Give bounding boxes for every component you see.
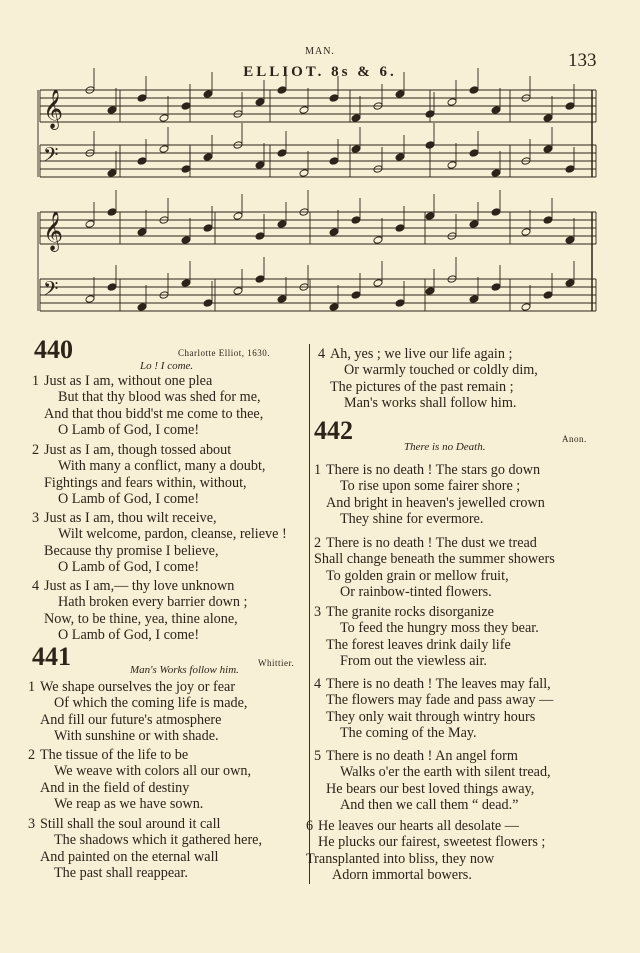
verse-line: But that thy blood was shed for me, xyxy=(58,389,261,406)
verse-line: Wilt welcome, pardon, cleanse, relieve ! xyxy=(58,526,287,543)
note-head xyxy=(329,228,339,237)
note-head xyxy=(233,212,243,221)
note-head xyxy=(299,169,309,178)
verse-line: O Lamb of God, I come! xyxy=(58,558,200,575)
verse-text: We shape ourselves the joy or fear xyxy=(40,679,236,695)
hymn-442-verse-4 xyxy=(314,676,553,741)
note-head xyxy=(137,228,147,237)
verse-line xyxy=(314,462,545,478)
note-head xyxy=(373,279,383,288)
verse-text: Still shall the soul around it call xyxy=(40,816,221,832)
verse-line: The coming of the May. xyxy=(340,724,477,741)
verse-line: O Lamb of God, I come! xyxy=(58,490,200,507)
note-head xyxy=(565,165,575,174)
verse-number: 1 xyxy=(32,373,40,389)
verse-text: Just as I am,— thy love unknown xyxy=(44,578,235,594)
note-head xyxy=(351,291,361,300)
verse-line: He bears our best loved things away, xyxy=(326,780,535,797)
hymn-441-verse-3 xyxy=(28,816,262,881)
verse-line: And then we call them “ dead.” xyxy=(340,796,519,813)
note-head xyxy=(203,224,213,233)
verse-number: 6 xyxy=(306,818,314,834)
column-divider xyxy=(309,344,310,884)
verse-text: The granite rocks disorganize xyxy=(326,604,494,620)
note-head xyxy=(299,106,309,115)
verse-text: He leaves our hearts all desolate — xyxy=(318,818,519,834)
note-head xyxy=(447,98,457,107)
note-head xyxy=(351,114,361,123)
verse-line: The pictures of the past remain ; xyxy=(330,378,514,395)
verse-line: They shine for evermore. xyxy=(340,510,484,527)
verse-line: With many a conflict, many a doubt, xyxy=(58,458,266,475)
note-head xyxy=(521,303,531,312)
verse-line xyxy=(32,510,287,526)
note-head xyxy=(181,165,191,174)
note-head xyxy=(203,153,213,162)
hymn-author-440: Charlotte Elliot, 1630. xyxy=(178,348,270,358)
hymn-442-verse-3 xyxy=(314,604,539,669)
verse-line: To feed the hungry moss they bear. xyxy=(340,620,539,637)
note-head xyxy=(233,287,243,296)
note-head xyxy=(255,98,265,107)
note-head xyxy=(329,303,339,312)
verse-line xyxy=(28,816,262,832)
verse-text: There is no death ! The leaves may fall, xyxy=(326,676,551,692)
note-head xyxy=(277,220,287,229)
note-head xyxy=(329,94,339,103)
note-head xyxy=(107,169,117,178)
verse-line xyxy=(32,578,248,594)
hymn-440-verse-1 xyxy=(32,373,263,438)
note-head xyxy=(491,106,501,115)
treble-clef-icon: 𝄞 xyxy=(43,211,64,251)
verse-line: We weave with colors all our own, xyxy=(54,763,252,780)
note-head xyxy=(491,283,501,292)
verse-line: To rise upon some fairer shore ; xyxy=(340,478,521,495)
note-head xyxy=(107,283,117,292)
note-head xyxy=(469,220,479,229)
verse-number: 4 xyxy=(318,346,326,362)
verse-line xyxy=(314,748,551,764)
note-head xyxy=(107,106,117,115)
music-score xyxy=(0,0,640,340)
verse-line: Walks o'er the earth with silent tread, xyxy=(340,764,551,781)
note-head xyxy=(469,86,479,95)
note-head xyxy=(181,236,191,245)
note-head xyxy=(425,212,435,221)
verse-line xyxy=(314,676,553,692)
verse-line: The flowers may fade and pass away — xyxy=(326,692,554,709)
verse-text: Just as I am, though tossed about xyxy=(44,442,232,458)
hymn-number-440: 440 xyxy=(34,335,73,364)
verse-line: They only wait through wintry hours xyxy=(326,708,536,725)
hymn-440-verse-4 xyxy=(32,578,248,643)
note-head xyxy=(137,303,147,312)
note-head xyxy=(137,94,147,103)
note-head xyxy=(277,86,287,95)
verse-line xyxy=(32,373,263,389)
note-head xyxy=(137,157,147,166)
hymn-440-verse-3 xyxy=(32,510,287,575)
note-head xyxy=(85,295,95,304)
note-head xyxy=(159,145,169,154)
note-head xyxy=(255,161,265,170)
verse-line xyxy=(318,346,538,362)
verse-line: Fightings and fears within, without, xyxy=(44,474,247,491)
note-head xyxy=(395,90,405,99)
hymn-subtitle-442: There is no Death. xyxy=(404,441,486,453)
note-head xyxy=(521,228,531,237)
note-head xyxy=(425,110,435,119)
verse-line: Hath broken every barrier down ; xyxy=(58,594,248,611)
verse-line: Of which the coming life is made, xyxy=(54,695,248,712)
note-head xyxy=(159,114,169,123)
note-head xyxy=(203,299,213,308)
hymn-author-441: Whittier. xyxy=(258,658,295,668)
note-head xyxy=(543,216,553,225)
verse-line: Now, to be thine, yea, thine alone, xyxy=(44,610,238,627)
note-head xyxy=(277,295,287,304)
note-head xyxy=(447,161,457,170)
verse-line xyxy=(314,535,555,551)
hymn-author-442: Anon. xyxy=(562,434,587,444)
hymn-number-442: 442 xyxy=(314,416,353,445)
verse-line: Adorn immortal bowers. xyxy=(332,866,472,883)
verse-number: 2 xyxy=(28,747,36,763)
hymn-440-verse-2 xyxy=(32,442,265,507)
note-head xyxy=(543,145,553,154)
note-head xyxy=(469,295,479,304)
hymn-442-verse-2 xyxy=(314,535,555,600)
hymn-441-verse-1 xyxy=(28,679,247,744)
verse-text: The tissue of the life to be xyxy=(40,747,189,763)
note-head xyxy=(565,236,575,245)
note-head xyxy=(277,149,287,158)
verse-line: The shadows which it gathered here, xyxy=(54,832,263,849)
note-head xyxy=(329,157,339,166)
note-head xyxy=(181,102,191,111)
verse-line xyxy=(28,679,247,695)
note-head xyxy=(491,208,501,217)
note-head xyxy=(107,208,117,217)
verse-text: There is no death ! The dust we tread xyxy=(326,535,537,551)
bass-clef-icon: 𝄢 xyxy=(43,143,59,171)
verse-line: To golden grain or mellow fruit, xyxy=(326,567,509,584)
verse-number: 4 xyxy=(314,676,322,692)
note-head xyxy=(395,224,405,233)
verse-number: 4 xyxy=(32,578,40,594)
verse-text: There is no death ! An angel form xyxy=(326,748,518,764)
hymn-subtitle-441: Man's Works follow him. xyxy=(130,664,239,676)
verse-line: And fill our future's atmosphere xyxy=(40,711,222,728)
bass-clef-icon: 𝄢 xyxy=(43,277,59,305)
verse-line: The forest leaves drink daily life xyxy=(326,636,511,653)
note-head xyxy=(255,275,265,284)
verse-line: He plucks our fairest, sweetest flowers ; xyxy=(318,834,546,851)
hymn-441-verse-2 xyxy=(28,747,251,812)
tune-title: ELLIOT. 8s & 6. xyxy=(243,64,397,80)
verse-line: The past shall reappear. xyxy=(54,864,188,881)
note-head xyxy=(565,102,575,111)
note-head xyxy=(425,287,435,296)
verse-number: 1 xyxy=(28,679,36,695)
verse-line: Because thy promise I believe, xyxy=(44,542,219,559)
hymn-number-441: 441 xyxy=(32,642,71,671)
verse-line xyxy=(32,442,265,458)
hymn-subtitle-440: Lo ! I come. xyxy=(140,360,194,372)
note-head xyxy=(203,90,213,99)
running-head: MAN. xyxy=(305,46,335,57)
verse-line: With sunshine or with shade. xyxy=(54,727,219,744)
note-head xyxy=(469,149,479,158)
note-head xyxy=(85,220,95,229)
note-head xyxy=(255,232,265,241)
verse-number: 3 xyxy=(28,816,36,832)
verse-line: Shall change beneath the summer showers xyxy=(314,551,555,568)
note-head xyxy=(395,299,405,308)
verse-text: Just as I am, without one plea xyxy=(44,373,213,389)
verse-line: O Lamb of God, I come! xyxy=(58,626,200,643)
verse-line: Or warmly touched or coldly dim, xyxy=(344,362,538,379)
verse-number: 2 xyxy=(32,442,40,458)
hymn-442-verse-6 xyxy=(306,818,545,883)
note-head xyxy=(543,291,553,300)
note-head xyxy=(395,153,405,162)
verse-line: O Lamb of God, I come! xyxy=(58,421,200,438)
note-head xyxy=(491,169,501,178)
note-head xyxy=(181,279,191,288)
note-head xyxy=(373,236,383,245)
verse-line: And in the field of destiny xyxy=(40,779,190,796)
verse-number: 2 xyxy=(314,535,322,551)
verse-number: 3 xyxy=(32,510,40,526)
verse-line xyxy=(306,818,545,834)
verse-number: 3 xyxy=(314,604,322,620)
treble-clef-icon: 𝄞 xyxy=(43,89,64,129)
verse-line: Man's works shall follow him. xyxy=(344,394,517,411)
note-head xyxy=(425,141,435,150)
verse-text: There is no death ! The stars go down xyxy=(326,462,541,478)
verse-text: Ah, yes ; we live our life again ; xyxy=(330,346,513,362)
page-number: 133 xyxy=(568,50,597,71)
note-head xyxy=(351,145,361,154)
note-head xyxy=(565,279,575,288)
verse-line: And painted on the eternal wall xyxy=(40,848,219,865)
verse-line xyxy=(314,604,539,620)
verse-line: From out the viewless air. xyxy=(340,652,487,669)
verse-line: We reap as we have sown. xyxy=(54,795,204,812)
hymn-442-verse-1 xyxy=(314,462,545,527)
verse-text: Just as I am, thou wilt receive, xyxy=(44,510,217,526)
verse-number: 1 xyxy=(314,462,322,478)
hymn-442-verse-5 xyxy=(314,748,551,813)
verse-line: And that thou bidd'st me come to thee, xyxy=(44,405,264,422)
verse-line xyxy=(28,747,251,763)
verse-line: And bright in heaven's jewelled crown xyxy=(326,494,545,511)
verse-number: 5 xyxy=(314,748,322,764)
note-head xyxy=(351,216,361,225)
verse-line: Transplanted into bliss, they now xyxy=(306,850,495,867)
hymn-441-verse-4 xyxy=(318,346,538,411)
verse-line: Or rainbow-tinted flowers. xyxy=(340,583,492,600)
note-head xyxy=(543,114,553,123)
